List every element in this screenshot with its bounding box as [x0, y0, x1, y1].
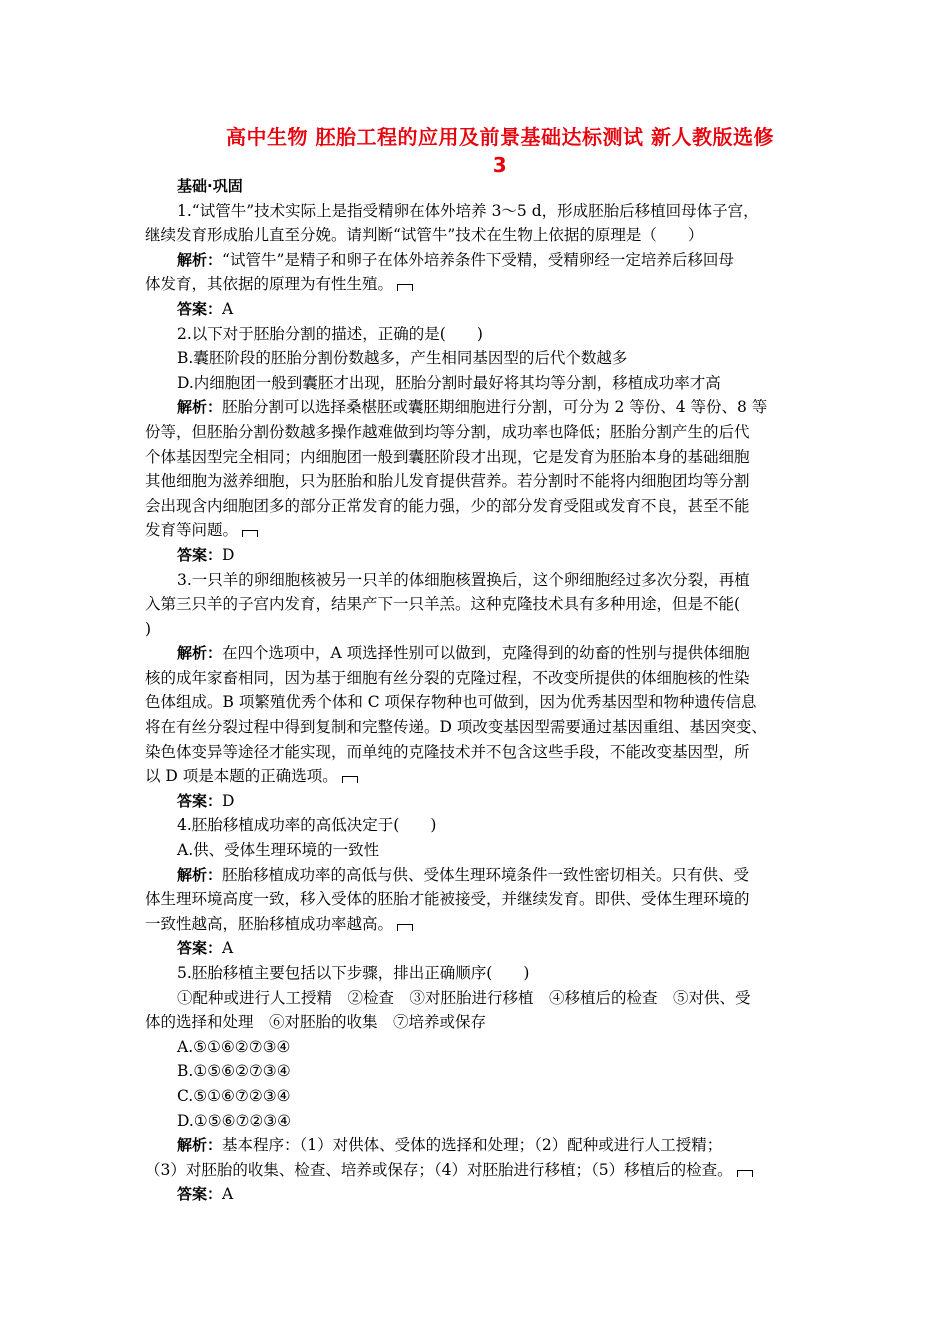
analysis-label: 解析：	[177, 250, 223, 269]
analysis-line	[145, 641, 810, 666]
answer-value: A	[222, 299, 234, 318]
analysis-text: 以 D 项是本题的正确选项。	[145, 767, 338, 786]
analysis-text: 体发育，其依据的原理为有性生殖。	[145, 275, 394, 294]
question-1	[145, 199, 810, 322]
analysis-text: 胚胎移植成功率的高低与供、受体生理环境条件一致性密切相关。只有供、受	[222, 865, 750, 884]
return-mark-icon	[342, 776, 358, 783]
title-line-1: 高中生物 胚胎工程的应用及前景基础达标测试 新人教版选修	[226, 125, 774, 149]
answer-label: 答案：	[177, 791, 223, 810]
question-stem-line: 5.胚胎移植主要包括以下步骤，排出正确顺序( )	[177, 964, 530, 982]
analysis-line	[145, 912, 810, 937]
analysis-line	[145, 863, 810, 888]
question-2	[145, 322, 810, 568]
analysis-line	[145, 1133, 810, 1158]
analysis-text: 胚胎分割可以选择桑椹胚或囊胚期细胞进行分割，可分为 2 等份、4 等份、8 等	[222, 398, 768, 417]
analysis-line: 核的成年家畜相同，因为基于细胞有丝分裂的克隆过程，不改变所提供的体细胞核的性染	[145, 668, 750, 687]
question-5	[145, 961, 810, 1207]
analysis-line	[145, 395, 810, 420]
answer-label: 答案：	[177, 299, 223, 318]
analysis-line: 会出现含内细胞团多的部分正常发育的能力强，少的部分发育受阻或发育不良，甚至不能	[145, 496, 750, 515]
analysis-text: 发育等问题。	[145, 521, 239, 540]
analysis-line: 染色体变异等途径才能实现，而单纯的克隆技术并不包含这些手段，不能改变基因型，所	[145, 742, 750, 761]
option-line: D.①⑤⑥⑦②③④	[177, 1111, 292, 1130]
answer-line	[145, 297, 810, 322]
analysis-label: 解析：	[177, 398, 223, 417]
option-line: B.①⑤⑥②⑦③④	[177, 1062, 291, 1081]
question-stem-line: )	[145, 619, 152, 638]
steps-line: 体的选择和处理 ⑥对胚胎的收集 ⑦培养或保存	[145, 1013, 487, 1032]
analysis-line	[145, 248, 810, 273]
question-stem-line: 1.“试管牛”技术实际上是指受精卵在体外培养 3～5 d，形成胚胎后移植回母体子宫，	[177, 201, 759, 220]
section-heading: 基础·巩固	[177, 177, 243, 195]
analysis-text: “试管牛”是精子和卵子在体外培养条件下受精，受精卵经一定培养后移回母	[222, 250, 734, 269]
analysis-line	[145, 764, 810, 789]
steps-line: ①配种或进行人工授精 ②检查 ③对胚胎进行移植 ④移植后的检查 ⑤对供、受	[177, 988, 751, 1007]
analysis-text: 一致性越高，胚胎移植成功率越高。	[145, 914, 394, 933]
analysis-text: 基本程序：（1）对供体、受体的选择和处理；（2）配种或进行人工授精；	[222, 1136, 723, 1155]
return-mark-icon	[397, 284, 413, 291]
question-3	[145, 568, 810, 814]
question-stem-line: 2.以下对于胚胎分割的描述，正确的是( )	[177, 324, 483, 343]
answer-label: 答案：	[177, 939, 223, 958]
answer-line	[145, 543, 810, 568]
document-body	[145, 174, 810, 1207]
answer-value: D	[222, 791, 235, 810]
answer-value: A	[222, 1185, 234, 1204]
analysis-line	[145, 518, 810, 543]
option-line: A.供、受体生理环境的一致性	[177, 841, 380, 860]
analysis-label: 解析：	[177, 1136, 223, 1155]
analysis-text: 在四个选项中，A 项选择性别可以做到，克隆得到的幼畜的性别与提供体细胞	[222, 644, 750, 663]
answer-line	[145, 789, 810, 814]
analysis-label: 解析：	[177, 644, 223, 663]
analysis-line: 份等，但胚胎分割份数越多操作越难做到均等分割，成功率也降低；胚胎分割产生的后代	[145, 422, 750, 441]
title-line-2: 3	[492, 153, 508, 177]
return-mark-icon	[397, 924, 413, 931]
return-mark-icon	[737, 1170, 753, 1177]
question-stem-line: 继续发育形成胎儿直至分娩。请判断“试管牛”技术在生物上依据的原理是（ ）	[145, 226, 704, 245]
analysis-text: （3）对胚胎的收集、检查、培养或保存；（4）对胚胎进行移植；（5）移植后的检查。	[145, 1160, 733, 1179]
option-line: A.⑤①⑥②⑦③④	[177, 1037, 291, 1056]
answer-value: A	[222, 939, 234, 958]
return-mark-icon	[242, 530, 258, 537]
analysis-line: 个体基因型完全相同；内细胞团一般到囊胚阶段才出现，它是发育为胚胎本身的基础细胞	[145, 447, 750, 466]
answer-line	[145, 1182, 810, 1207]
answer-line	[145, 936, 810, 961]
question-stem-line: 4.胚胎移植成功率的高低决定于( )	[177, 816, 437, 835]
question-4	[145, 813, 810, 961]
option-line: D.内细胞团一般到囊胚才出现，胚胎分割时最好将其均等分割，移植成功率才高	[177, 373, 721, 392]
question-stem-line: 入第三只羊的子宫内发育，结果产下一只羊羔。这种克隆技术具有多种用途，但是不能(	[145, 595, 741, 614]
option-line: B.囊胚阶段的胚胎分割份数越多，产生相同基因型的后代个数越多	[177, 349, 628, 368]
option-line: C.⑤①⑥⑦②③④	[177, 1086, 291, 1105]
analysis-label: 解析：	[177, 865, 223, 884]
analysis-line: 体生理环境高度一致，移入受体的胚胎才能被接受，并继续发育。即供、受体生理环境的	[145, 890, 750, 909]
analysis-line	[145, 272, 810, 297]
analysis-line: 色体组成。B 项繁殖优秀个体和 C 项保存物种也可做到，因为优秀基因型和物种遗传信息	[145, 693, 757, 712]
question-stem-line: 3.一只羊的卵细胞核被另一只羊的体细胞核置换后，这个卵细胞经过多次分裂，再植	[177, 570, 750, 589]
document-title	[150, 123, 850, 179]
analysis-line: 将在有丝分裂过程中得到复制和完整传递。D 项改变基因型需要通过基因重组、基因突变、	[145, 718, 767, 737]
answer-label: 答案：	[177, 1185, 223, 1204]
analysis-line	[145, 1158, 810, 1183]
answer-label: 答案：	[177, 545, 223, 564]
answer-value: D	[222, 545, 235, 564]
analysis-line: 其他细胞为滋养细胞，只为胚胎和胎儿发育提供营养。若分割时不能将内细胞团均等分割	[145, 472, 750, 491]
